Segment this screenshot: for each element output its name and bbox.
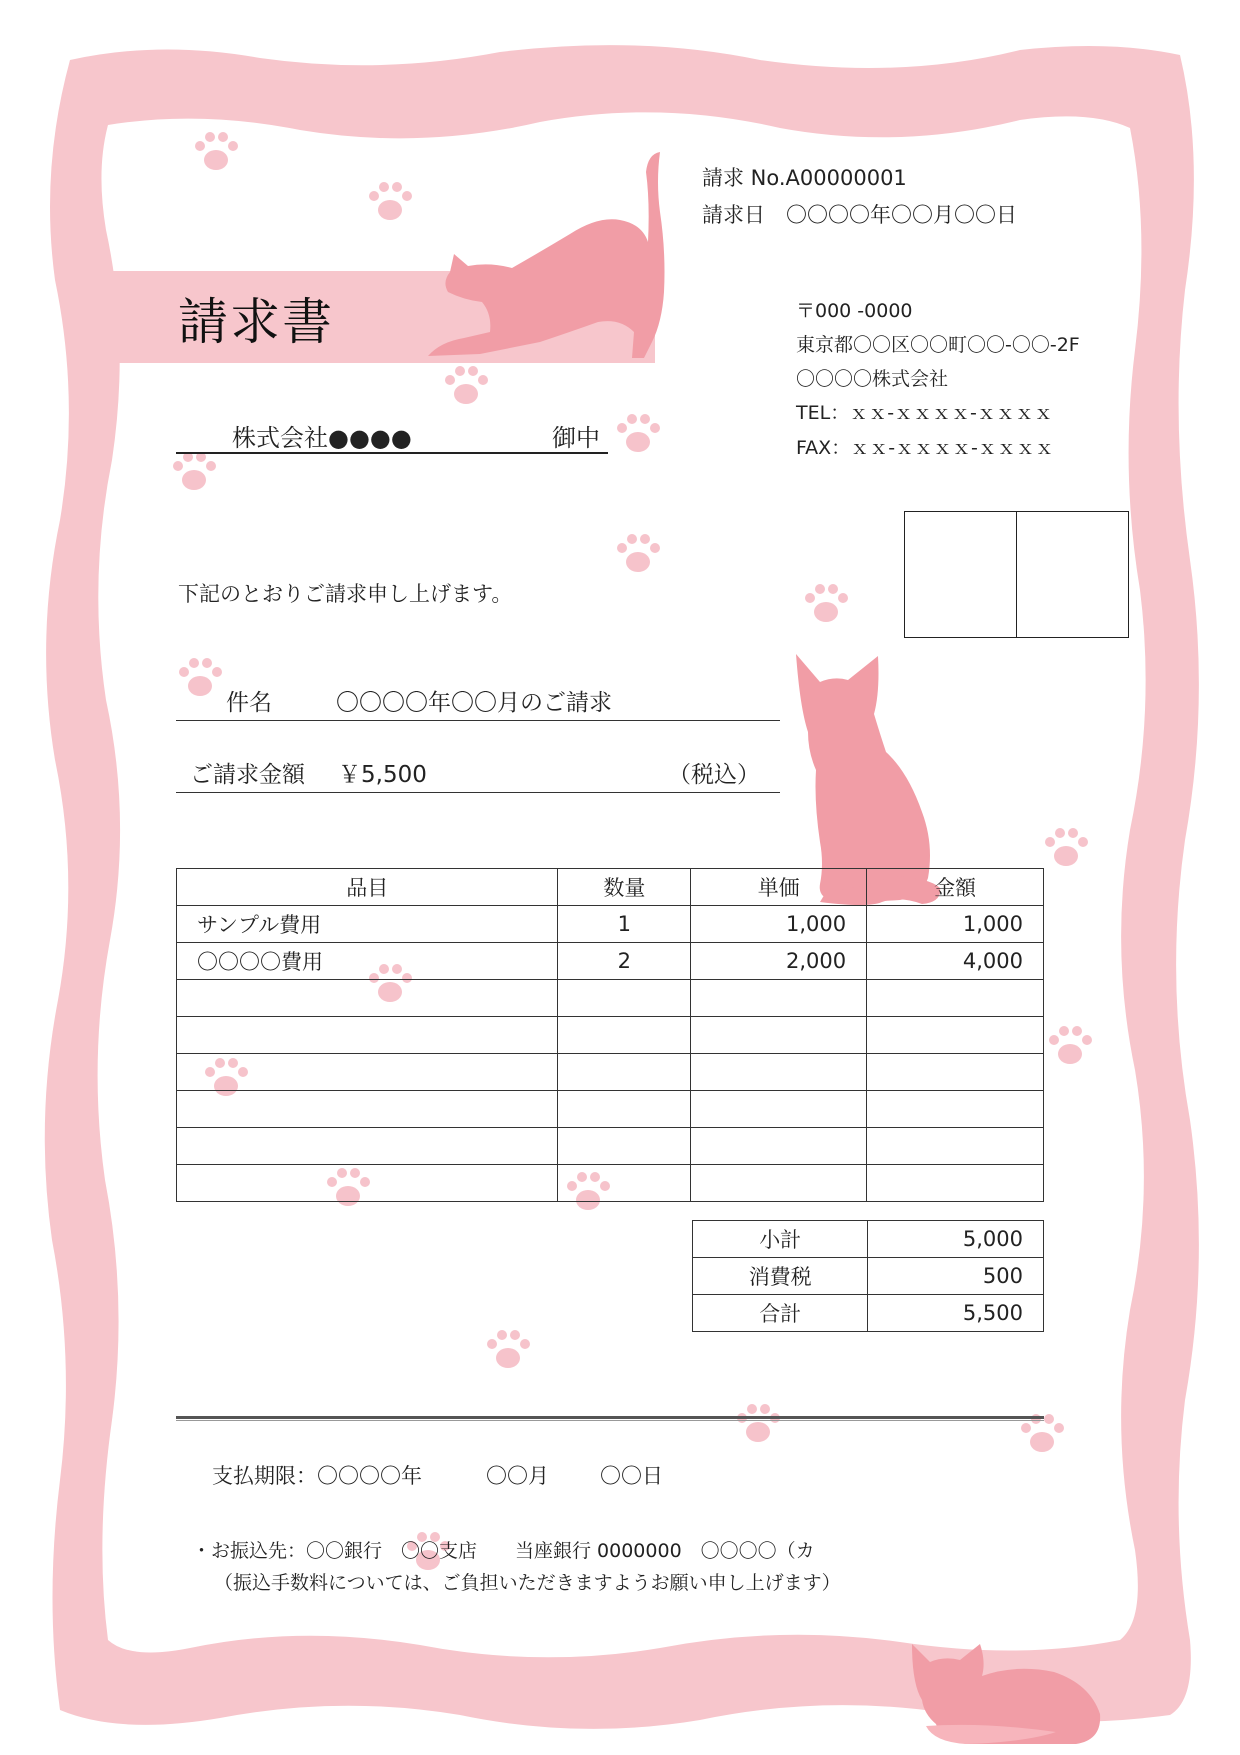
amount-label: ご請求金額	[190, 762, 305, 788]
table-header-row	[177, 869, 1044, 906]
tax-note: （税込）	[668, 762, 760, 788]
item-quantity: 1	[558, 906, 691, 943]
stamp-box	[904, 511, 1017, 638]
intro-text: 下記のとおりご請求申し上げます。	[178, 582, 513, 606]
invoice-date: 請求日 〇〇〇〇年〇〇月〇〇日	[702, 203, 1017, 227]
subject-value: 〇〇〇〇年〇〇月のご請求	[336, 690, 612, 716]
total-label: 合計	[693, 1295, 868, 1332]
table-row	[177, 1054, 1044, 1091]
item-unit-price	[691, 980, 867, 1017]
paw-print-icon	[800, 580, 852, 628]
item-name	[177, 1165, 558, 1202]
subtotal-label: 小計	[693, 1221, 868, 1258]
table-row	[177, 906, 1044, 943]
item-quantity	[558, 1054, 691, 1091]
item-unit-price: 2,000	[691, 943, 867, 980]
paw-print-icon	[440, 362, 492, 410]
item-unit-price	[691, 1128, 867, 1165]
totals-table	[692, 1220, 1044, 1332]
bank-info: ・お振込先：〇〇銀行 〇〇支店 当座銀行 0000000 〇〇〇〇（カ	[192, 1540, 815, 1562]
recipient-honorific: 御中	[552, 424, 600, 452]
items-table	[176, 868, 1044, 1202]
item-name: サンプル費用	[177, 906, 558, 943]
footer-divider	[176, 1420, 1044, 1421]
item-quantity	[558, 1091, 691, 1128]
paw-print-icon	[1040, 824, 1092, 872]
item-quantity	[558, 1165, 691, 1202]
subject-label: 件名	[226, 690, 272, 716]
item-quantity	[558, 1017, 691, 1054]
issuer-address: 東京都〇〇区〇〇町〇〇-〇〇-2F	[796, 334, 1080, 356]
tax-label: 消費税	[693, 1258, 868, 1295]
issuer-postal: 〒000 -0000	[796, 300, 913, 322]
paw-print-icon	[190, 128, 242, 176]
table-row	[177, 1017, 1044, 1054]
payment-due-month: 〇〇月	[486, 1464, 549, 1488]
tax-row	[693, 1258, 1044, 1295]
column-header: 金額	[867, 869, 1044, 906]
paw-print-icon	[168, 448, 220, 496]
stamp-box	[1016, 511, 1129, 638]
subtotal-row	[693, 1221, 1044, 1258]
item-unit-price: 1,000	[691, 906, 867, 943]
item-amount	[867, 1091, 1044, 1128]
item-unit-price	[691, 1165, 867, 1202]
item-amount	[867, 1017, 1044, 1054]
paw-print-icon	[174, 654, 226, 702]
transfer-fee-note: （振込手数料については、ご負担いただきますようお願い申し上げます）	[214, 1572, 841, 1594]
item-amount: 1,000	[867, 906, 1044, 943]
subtotal-value: 5,000	[868, 1221, 1044, 1258]
subject-underline	[176, 720, 780, 721]
item-amount	[867, 1054, 1044, 1091]
column-header: 品目	[177, 869, 558, 906]
total-row	[693, 1295, 1044, 1332]
item-name: 〇〇〇〇費用	[177, 943, 558, 980]
page-title: 請求書	[178, 293, 334, 351]
table-row	[177, 980, 1044, 1017]
total-value: 5,500	[868, 1295, 1044, 1332]
table-row	[177, 943, 1044, 980]
item-name	[177, 1054, 558, 1091]
payment-due-label: 支払期限：〇〇〇〇年	[212, 1464, 422, 1488]
column-header: 単価	[691, 869, 867, 906]
paw-print-icon	[612, 530, 664, 578]
item-unit-price	[691, 1017, 867, 1054]
invoice-number: 請求 No.A00000001	[702, 166, 907, 190]
item-name	[177, 980, 558, 1017]
item-amount: 4,000	[867, 943, 1044, 980]
lying-cat-icon	[906, 1640, 1106, 1748]
item-name	[177, 1128, 558, 1165]
item-unit-price	[691, 1091, 867, 1128]
item-amount	[867, 980, 1044, 1017]
issuer-tel: TEL：ｘｘ-ｘｘｘｘ-ｘｘｘｘ	[796, 402, 1053, 424]
item-unit-price	[691, 1054, 867, 1091]
item-quantity	[558, 980, 691, 1017]
table-row	[177, 1128, 1044, 1165]
table-row	[177, 1091, 1044, 1128]
paw-print-icon	[732, 1400, 784, 1448]
footer-divider	[176, 1416, 1044, 1419]
paw-print-icon	[1044, 1022, 1096, 1070]
amount-value: ￥5,500	[338, 762, 427, 788]
table-row	[177, 1165, 1044, 1202]
tax-value: 500	[868, 1258, 1044, 1295]
issuer-company: 〇〇〇〇株式会社	[796, 368, 949, 390]
amount-underline	[176, 792, 780, 793]
item-name	[177, 1091, 558, 1128]
issuer-fax: FAX：ｘｘ-ｘｘｘｘ-ｘｘｘｘ	[796, 437, 1054, 459]
paw-print-icon	[364, 178, 416, 226]
column-header: 数量	[558, 869, 691, 906]
paw-print-icon	[612, 410, 664, 458]
payment-due-day: 〇〇日	[600, 1464, 663, 1488]
item-name	[177, 1017, 558, 1054]
recipient-underline	[176, 452, 608, 454]
recipient-name: 株式会社●●●●	[232, 424, 412, 452]
item-amount	[867, 1165, 1044, 1202]
paw-print-icon	[482, 1326, 534, 1374]
item-amount	[867, 1128, 1044, 1165]
stretching-cat-icon	[420, 142, 680, 364]
item-quantity: 2	[558, 943, 691, 980]
item-quantity	[558, 1128, 691, 1165]
